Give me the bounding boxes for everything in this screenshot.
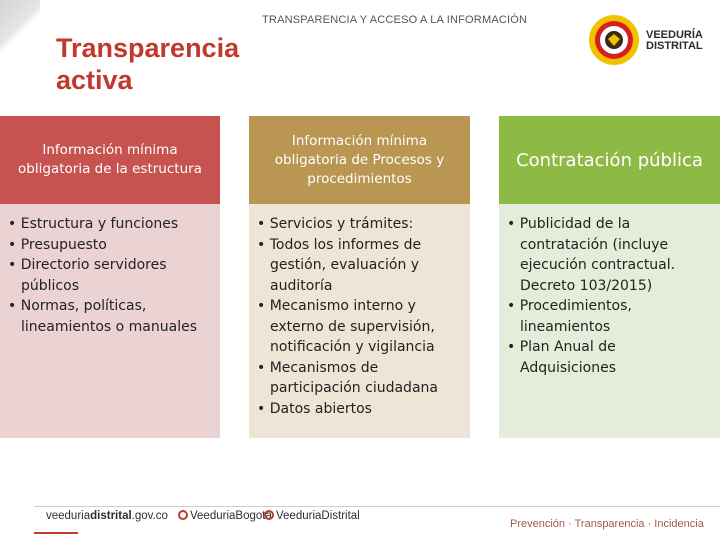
list-item: • Todos los informes de gestión, evaluación y auditoría [257, 235, 462, 297]
column-contratacion [499, 116, 720, 438]
column-body [499, 204, 720, 438]
logo-text [646, 30, 703, 52]
list-item: • Servicios y trámites: [257, 214, 462, 235]
item-list [507, 214, 712, 378]
site-prefix: veeduria [46, 510, 91, 522]
social-icon [264, 510, 274, 520]
list-item: • Procedimientos, lineamientos [507, 296, 712, 337]
column-procesos [249, 116, 470, 438]
site-bold: distrital [90, 510, 132, 522]
column-heading: Contratación pública [499, 116, 720, 204]
social-link-distrital[interactable] [264, 510, 360, 522]
social-label: VeeduriaBogota [190, 510, 272, 522]
list-item: • Estructura y funciones [8, 214, 212, 235]
social-label: VeeduriaDistrital [276, 510, 360, 522]
social-icon [178, 510, 188, 520]
list-item: • Publicidad de la contratación (incluye ejecución contractual. Decreto 103/2015) [507, 214, 712, 296]
veeduria-logo [586, 12, 704, 72]
footer-divider [34, 506, 720, 507]
footer-accent [34, 532, 78, 534]
footer-tagline: Prevención · Transparencia · Incidencia [510, 518, 704, 530]
column-heading: Información mínima obligatoria de la estructura [0, 116, 220, 204]
list-item: • Plan Anual de Adquisiciones [507, 337, 712, 378]
website-link[interactable] [46, 510, 168, 522]
column-body [249, 204, 470, 438]
item-list [8, 214, 212, 337]
list-item: • Mecanismos de participación ciudadana [257, 358, 462, 399]
logo-line1: VEEDURÍA [646, 29, 703, 41]
seal-icon [586, 12, 642, 68]
list-item: • Directorio servidores públicos [8, 255, 212, 296]
logo-line2: DISTRITAL [646, 40, 703, 52]
column-heading: Información mínima obligatoria de Procesos y procedimientos [249, 116, 470, 204]
list-item: • Mecanismo interno y externo de supervisión, notificación y vigilancia [257, 296, 462, 358]
column-estructura [0, 116, 220, 438]
column-body [0, 204, 220, 438]
section-header: TRANSPARENCIA Y ACCESO A LA INFORMACIÓN [262, 14, 528, 26]
social-link-bogota[interactable] [178, 510, 272, 522]
list-item: • Datos abiertos [257, 399, 462, 420]
page-title-line1: Transparencia [56, 33, 240, 63]
list-item: • Presupuesto [8, 235, 212, 256]
corner-decoration [0, 0, 40, 60]
page-title-line2: activa [56, 65, 133, 95]
list-item: • Normas, políticas, lineamientos o manuales [8, 296, 212, 337]
site-suffix: .gov.co [131, 510, 168, 522]
page-title [56, 32, 239, 96]
item-list [257, 214, 462, 419]
